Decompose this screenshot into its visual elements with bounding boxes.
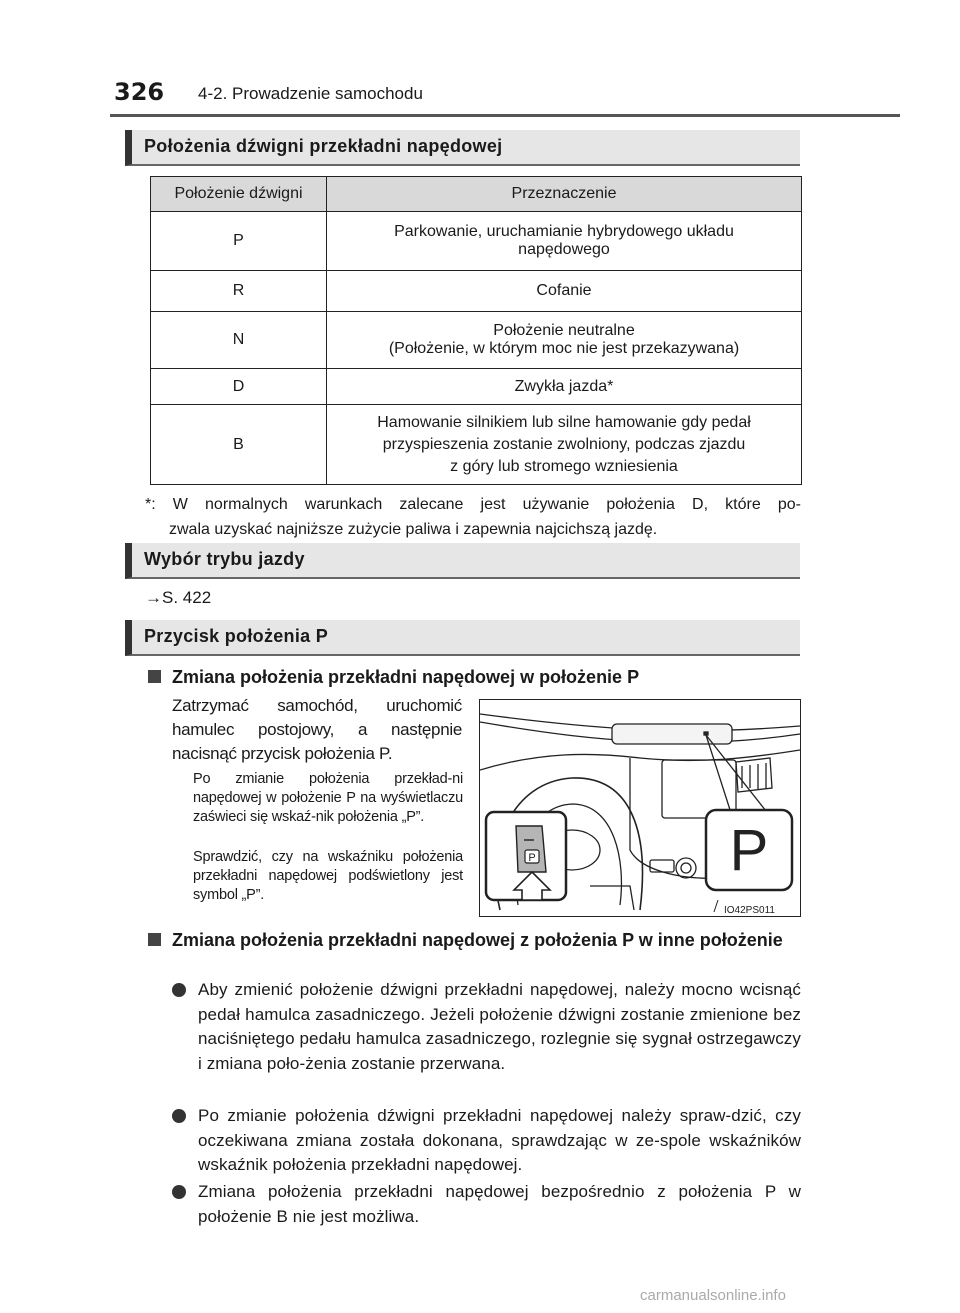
table-cell-purpose — [327, 312, 802, 369]
p-button-symbol: P — [528, 852, 536, 864]
leader-line — [706, 735, 770, 816]
subheading-shift-from-p — [148, 927, 800, 954]
square-bullet-icon — [148, 670, 161, 683]
table-row — [151, 212, 802, 271]
center-meter-display — [612, 724, 732, 744]
section-heading-drive-mode — [125, 543, 800, 579]
table-row — [151, 405, 802, 485]
table-cell-purpose — [327, 212, 802, 271]
cell-line: Cofanie — [536, 282, 592, 299]
cell-line: Parkowanie, uruchamianie hybrydowego układu — [394, 223, 734, 240]
control-knob — [676, 858, 696, 878]
table-row — [151, 271, 802, 312]
table-cell-position: P — [151, 212, 327, 271]
cell-line: z góry lub stromego wzniesienia — [450, 457, 678, 475]
dashboard-drawing — [480, 700, 800, 916]
table-cell-position: D — [151, 369, 327, 405]
watermark-text: carmanualsonline.info — [640, 1287, 786, 1304]
section-heading-p-button — [125, 620, 800, 656]
p-indicator-symbol: P — [729, 818, 769, 883]
footnote-line: *: W normalnych warunkach zalecane jest używanie położenia D, które po- — [145, 496, 801, 513]
header-rule — [110, 114, 900, 117]
subheading-text: Zmiana położenia przekładni napędowej w położenie P — [172, 667, 640, 687]
table-row — [151, 369, 802, 405]
cell-line: Zwykła jazda* — [514, 377, 614, 395]
subheading-shift-to-p — [148, 664, 800, 691]
p-indicator-dot — [704, 732, 708, 735]
cell-line: Hamowanie silnikiem lub silne hamowanie gdy pedał — [377, 413, 751, 431]
table-cell-purpose — [327, 271, 802, 312]
page-reference: →S. 422 — [145, 588, 212, 607]
table-cell-purpose — [327, 405, 802, 485]
page-number: 326 — [114, 78, 165, 106]
leader-line — [706, 735, 732, 816]
bullet-dot-icon — [172, 1185, 186, 1199]
instruction-text: Zatrzymać samochód, uruchomić hamulec postojowy, a następnie nacisnąć przycisk położenia P. — [172, 696, 462, 763]
cell-line: napędowego — [518, 241, 610, 258]
table-cell-purpose — [327, 369, 802, 405]
note-text: Sprawdzić, czy na wskaźniku położenia przekładni napędowej podświetlony jest symbol „P”. — [193, 849, 463, 903]
square-bullet-icon — [148, 933, 161, 946]
cell-line: przyspieszenia zostanie zwolniony, podczas zjazdu — [382, 435, 746, 453]
section-title: Przycisk położenia P — [144, 626, 329, 646]
bullet-text: Po zmianie położenia dźwigni przekładni napędowej należy spraw-dzić, czy oczekiwana zmiana została dokonana, sprawdzając w ze-spole wskaźników wskaźnik położenia przekładni napędowej. — [198, 1106, 801, 1174]
list-item — [172, 1180, 801, 1229]
note-text: Po zmianie położenia przekład-ni napędowej w położenie P na wyświetlaczu zaświeci się wskaź-nik położenia „P”. — [193, 771, 463, 825]
figure-code: IO42PS011 — [724, 905, 775, 916]
cell-line: (Położenie, w którym moc nie jest przekazywana) — [388, 340, 740, 357]
p-button-body — [516, 826, 546, 872]
section-title: Wybór trybu jazdy — [144, 549, 305, 569]
table-cell-position: N — [151, 312, 327, 369]
table-header-position: Położenie dźwigni — [151, 177, 327, 212]
table-cell-position: R — [151, 271, 327, 312]
bullet-text: Zmiana położenia przekładni napędowej bezpośrednio z położenia P w położenie B nie jest możliwa. — [198, 1182, 801, 1226]
gear-position-table — [150, 176, 802, 485]
footnote-line: zwala uzyskać najniższe zużycie paliwa i zapewnia najcichszą jazdę. — [169, 521, 658, 538]
table-row — [151, 312, 802, 369]
table-footnote — [145, 492, 801, 542]
section-title: Położenia dźwigni przekładni napędowej — [144, 136, 503, 156]
bullet-dot-icon — [172, 983, 186, 997]
subheading-text: Zmiana położenia przekładni napędowej z położenia P w inne położenie — [172, 930, 783, 950]
section-heading-gear-positions — [125, 130, 800, 166]
list-item — [172, 1104, 801, 1178]
chapter-title: 4-2. Prowadzenie samochodu — [198, 84, 423, 103]
cell-line: Położenie neutralne — [493, 322, 635, 339]
bullet-dot-icon — [172, 1109, 186, 1123]
bullet-text: Aby zmienić położenie dźwigni przekładni napędowej, należy mocno wcisnąć pedał hamulca zasadniczego. Jeżeli położenie dźwigni zostanie zmienione bez naciśniętego pedału hamulca zasadniczego, rozlegnie się sygnał ostrzegawczy i zmiana poło-żenia zostanie przerwana. — [198, 980, 801, 1073]
table-cell-position: B — [151, 405, 327, 485]
list-item — [172, 978, 801, 1076]
table-header-row — [151, 177, 802, 212]
dashboard-illustration — [479, 699, 801, 917]
table-header-purpose: Przeznaczenie — [327, 177, 802, 212]
